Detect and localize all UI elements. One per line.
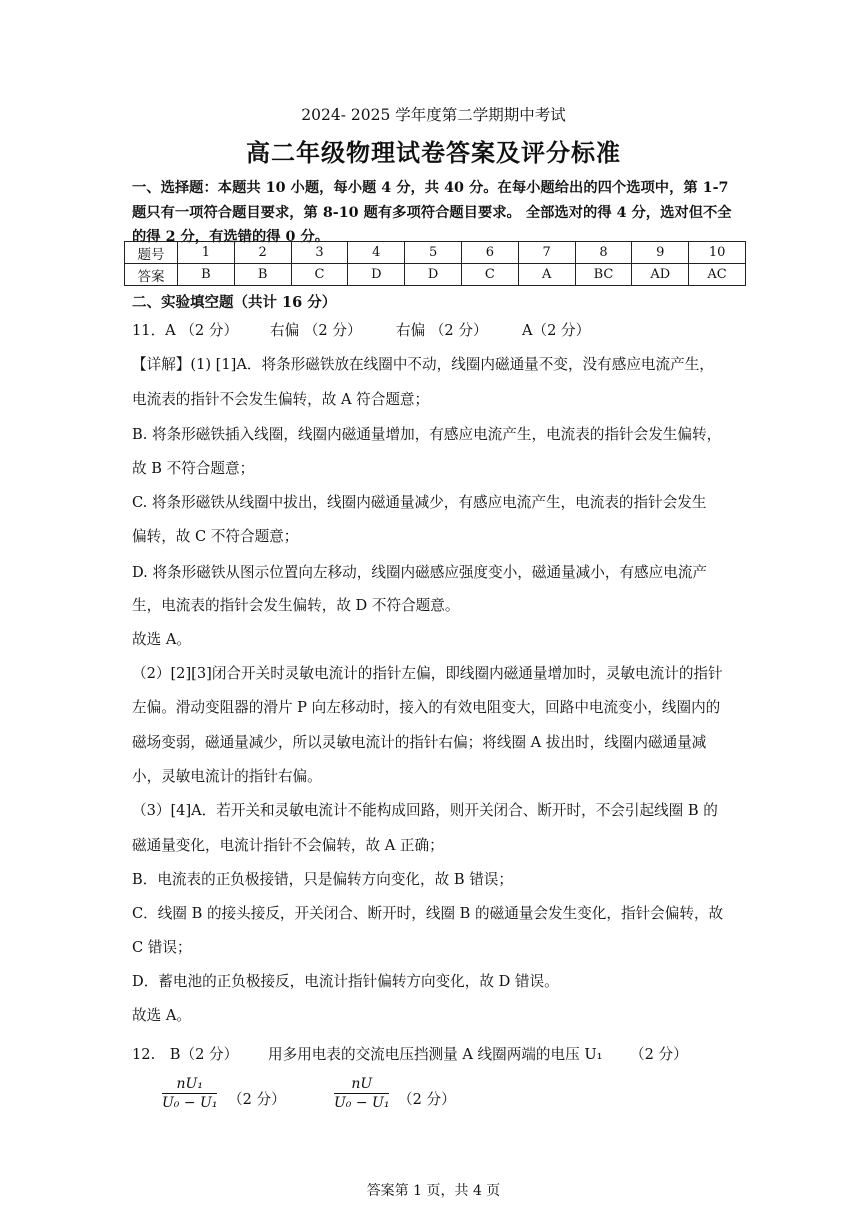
table-cell: 5 xyxy=(405,242,462,264)
table-cell: 6 xyxy=(461,242,518,264)
table-cell: C xyxy=(291,264,348,286)
table-cell: 8 xyxy=(575,242,632,264)
q12-score: （2 分） xyxy=(630,1046,688,1063)
exam-subtitle: 2024- 2025 学年度第二学期期中考试 xyxy=(301,106,566,124)
explanation-line: 故选 A。 xyxy=(132,1007,191,1024)
explanation-line: C．线圈 B 的接头接反，开关闭合、断开时，线圈 B 的磁通量会发生变化，指针会偏转，故 xyxy=(132,905,724,922)
table-cell: 7 xyxy=(518,242,575,264)
q11-answer-d: A（2 分） xyxy=(522,322,591,339)
table-cell: B xyxy=(234,264,291,286)
q11-answer-c: 右偏 （2 分） xyxy=(396,322,488,339)
page-footer: 答案第 1 页，共 4 页 xyxy=(366,1183,501,1199)
table-row xyxy=(125,242,746,264)
table-cell: BC xyxy=(575,264,632,286)
table-cell: 1 xyxy=(178,242,235,264)
table-cell: 2 xyxy=(234,242,291,264)
explanation-line: C. 将条形磁铁从线圈中拔出，线圈内磁通量减少，有感应电流产生，电流表的指针会发生 xyxy=(132,494,707,511)
explanation-line: 故 B 不符合题意； xyxy=(132,460,255,477)
section1-instructions: 一、选择题：本题共 10 小题，每小题 4 分，共 40 分。在每小题给出的四个选项中，第 1-7 题只有一项符合题目要求，第 8-10 题有多项符合题目要求。 全部选对的得 4 分，选对但不全的得 2 分，有选错的得 0 分。 xyxy=(132,180,732,245)
table-cell: 4 xyxy=(348,242,405,264)
fraction-1-score: （2 分） xyxy=(228,1091,286,1108)
explanation-line: 磁场变弱，磁通量减少，所以灵敏电流计的指针右偏；将线圈 A 拔出时，线圈内磁通量减 xyxy=(132,734,707,751)
table-cell: 3 xyxy=(291,242,348,264)
table-header-cell: 题号 xyxy=(125,242,178,264)
fraction-2 xyxy=(334,1076,389,1111)
table-cell: D xyxy=(348,264,405,286)
table-cell: AD xyxy=(632,264,689,286)
explanation-line: （2）[2][3]闭合开关时灵敏电流计的指针左偏，即线圈内磁通量增加时，灵敏电流计的指针 xyxy=(132,665,723,682)
section2-heading: 二、实验填空题（共计 16 分） xyxy=(132,294,337,311)
explanation-line: 左偏。滑动变阻器的滑片 P 向左移动时，接入的有效电阻变大，回路中电流变小，线圈内的 xyxy=(132,699,721,716)
table-header-cell: 答案 xyxy=(125,264,178,286)
table-row xyxy=(125,264,746,286)
q11-answer-a: 11．A （2 分） xyxy=(132,322,239,339)
explanation-line: D．蓄电池的正负极接反，电流计指针偏转方向变化，故 D 错误。 xyxy=(132,973,559,990)
table-cell: AC xyxy=(689,264,746,286)
explanation-line: 小，灵敏电流计的指针右偏。 xyxy=(132,768,322,785)
table-cell: D xyxy=(405,264,462,286)
explanation-line: 故选 A。 xyxy=(132,631,191,648)
explanation-line: D. 将条形磁铁从图示位置向左移动，线圈内磁感应强度变小，磁通量减小，有感应电流产 xyxy=(132,564,708,581)
q12-answer-a: 12. B（2 分） xyxy=(132,1046,239,1063)
q12-answer-b: 用多用电表的交流电压挡测量 A 线圈两端的电压 U₁ xyxy=(268,1046,603,1063)
table-cell: B xyxy=(178,264,235,286)
table-cell: A xyxy=(518,264,575,286)
explanation-line: 【详解】(1) [1]A．将条形磁铁放在线圈中不动，线圈内磁通量不变，没有感应电流产生， xyxy=(132,356,714,373)
fraction-2-numerator: nU xyxy=(334,1076,389,1094)
explanation-line: B. 将条形磁铁插入线圈，线圈内磁通量增加，有感应电流产生，电流表的指针会发生偏转， xyxy=(132,426,722,443)
table-cell: 9 xyxy=(632,242,689,264)
page-title: 高二年级物理试卷答案及评分标准 xyxy=(246,139,621,167)
fraction-2-denominator: U₀ − U₁ xyxy=(334,1095,390,1111)
fraction-1-numerator: nU₁ xyxy=(162,1076,217,1094)
explanation-line: 生，电流表的指针会发生偏转，故 D 不符合题意。 xyxy=(132,597,460,614)
explanation-line: （3）[4]A．若开关和灵敏电流计不能构成回路，则开关闭合、断开时，不会引起线圈 B 的 xyxy=(132,802,718,819)
table-cell: 10 xyxy=(689,242,746,264)
answer-table xyxy=(124,241,746,286)
explanation-line: 磁通量变化，电流计指针不会偏转，故 A 正确； xyxy=(132,837,444,854)
explanation-line: C 错误； xyxy=(132,939,192,956)
fraction-1-denominator: U₀ − U₁ xyxy=(162,1095,218,1111)
explanation-line: B．电流表的正负极接错，只是偏转方向变化，故 B 错误； xyxy=(132,871,513,888)
fraction-1 xyxy=(162,1076,217,1111)
fraction-2-score: （2 分） xyxy=(398,1091,456,1108)
table-cell: C xyxy=(461,264,518,286)
explanation-line: 电流表的指针不会发生偏转，故 A 符合题意； xyxy=(132,391,430,408)
q11-answer-b: 右偏 （2 分） xyxy=(270,322,362,339)
explanation-line: 偏转，故 C 不符合题意； xyxy=(132,528,299,545)
